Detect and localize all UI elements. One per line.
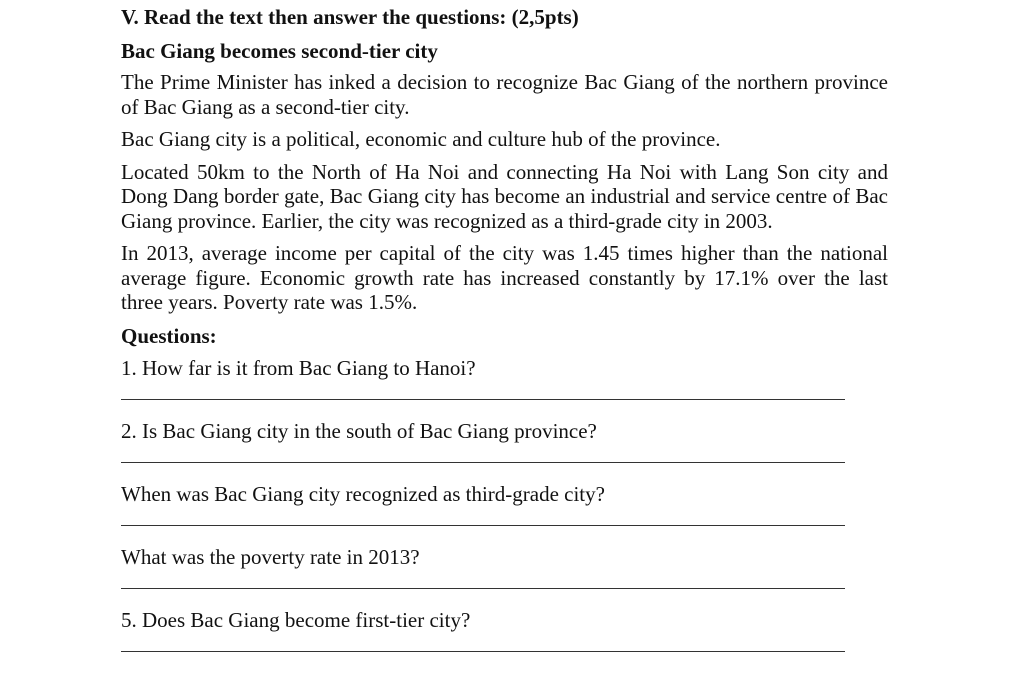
answer-line-1[interactable] — [121, 399, 845, 400]
question-2: 2. Is Bac Giang city in the south of Bac Giang province? — [121, 418, 597, 443]
article-paragraph: The Prime Minister has inked a decision to recognize Bac Giang of the northern province of Bac Giang as a second-tier city. — [121, 70, 888, 119]
question-5: 5. Does Bac Giang become first-tier city? — [121, 607, 471, 632]
article-title: Bac Giang becomes second-tier city — [121, 39, 438, 63]
question-1: 1. How far is it from Bac Giang to Hanoi? — [121, 355, 476, 380]
article-paragraph: Bac Giang city is a political, economic and culture hub of the province. — [121, 127, 721, 151]
answer-line-5[interactable] — [121, 651, 845, 652]
answer-line-2[interactable] — [121, 462, 845, 463]
answer-line-4[interactable] — [121, 588, 845, 589]
section-heading: V. Read the text then answer the questions: (2,5pts) — [121, 5, 579, 29]
article-paragraph: Located 50km to the North of Ha Noi and connecting Ha Noi with Lang Son city and Dong Dang border gate, Bac Giang city has become an industrial and service centre of Bac Giang province. Earlier, the city was recognized as a third-grade city in 2003. — [121, 159, 888, 233]
questions-heading: Questions: — [121, 323, 217, 348]
worksheet-page — [121, 4, 888, 670]
answer-line-3[interactable] — [121, 525, 845, 526]
article-paragraph: In 2013, average income per capital of the city was 1.45 times higher than the national average figure. Economic growth rate has increased constantly by 17.1% over the last three years. Poverty rate was 1.5%. — [121, 241, 888, 314]
question-3: When was Bac Giang city recognized as third-grade city? — [121, 481, 605, 506]
question-4: What was the poverty rate in 2013? — [121, 544, 420, 569]
